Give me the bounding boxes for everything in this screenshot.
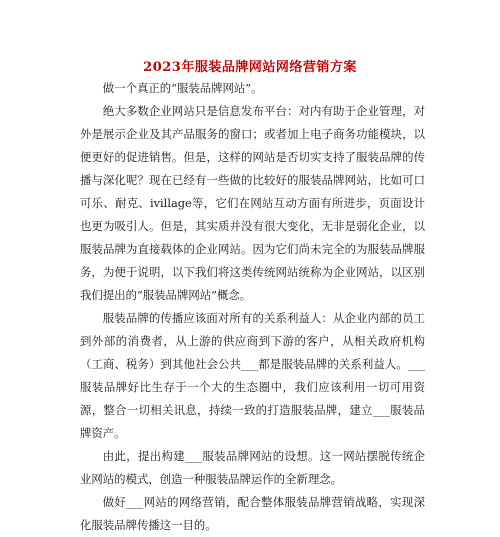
paragraph: 绝大多数企业网站只是信息发布平台：对内有助于企业管理，对外是展示企业及其产品服务的窗口；或者加上电子商务功能模块，以便更好的促进销售。但是，这样的网站是否切实支持了服装品牌的传播与深化呢？现在已经有一些做的比较好的服装品牌网站，比如可口可乐、耐克、ivillage等，它们在网站互动方面有所进步，页面设计也更为吸引人。但是，其实质并没有很大变化，无非是弱化企业，以服装品牌为直接载体的企业网站。因为它们尚未完全的为服装品牌服务，为便于说明，以下我们将这类传统网站统称为企业网站，以区别我们提出的“服装品牌网站”概念。 bbox=[80, 104, 425, 302]
paragraph: 由此，提出构建___服装品牌网站的设想。这一网站摆脱传统企业网站的模式，创造一种服装品牌运作的全新理念。 bbox=[80, 449, 425, 486]
paragraph: 做好___网站的网络营销，配合整体服装品牌营销战略，实现深化服装品牌传播这一目的。 bbox=[80, 495, 425, 532]
document-title: 2023年服装品牌网站网络营销方案 bbox=[143, 60, 357, 75]
paragraph: 做一个真正的“服装品牌网站”。 bbox=[102, 81, 263, 95]
document-body bbox=[80, 77, 425, 537]
paragraph: 服装品牌的传播应该面对所有的关系利益人：从企业内部的员工到外部的消费者，从上游的供应商到下游的客户，从相关政府机构（工商、税务）到其他社会公共___都是服装品牌的关系利益人。___服装品牌好比生存于一个大的生态圈中，我们应该利用一切可用资源，整合一切相关讯息，持续一致的打造服装品牌，建立___服装品牌资产。 bbox=[80, 311, 425, 440]
